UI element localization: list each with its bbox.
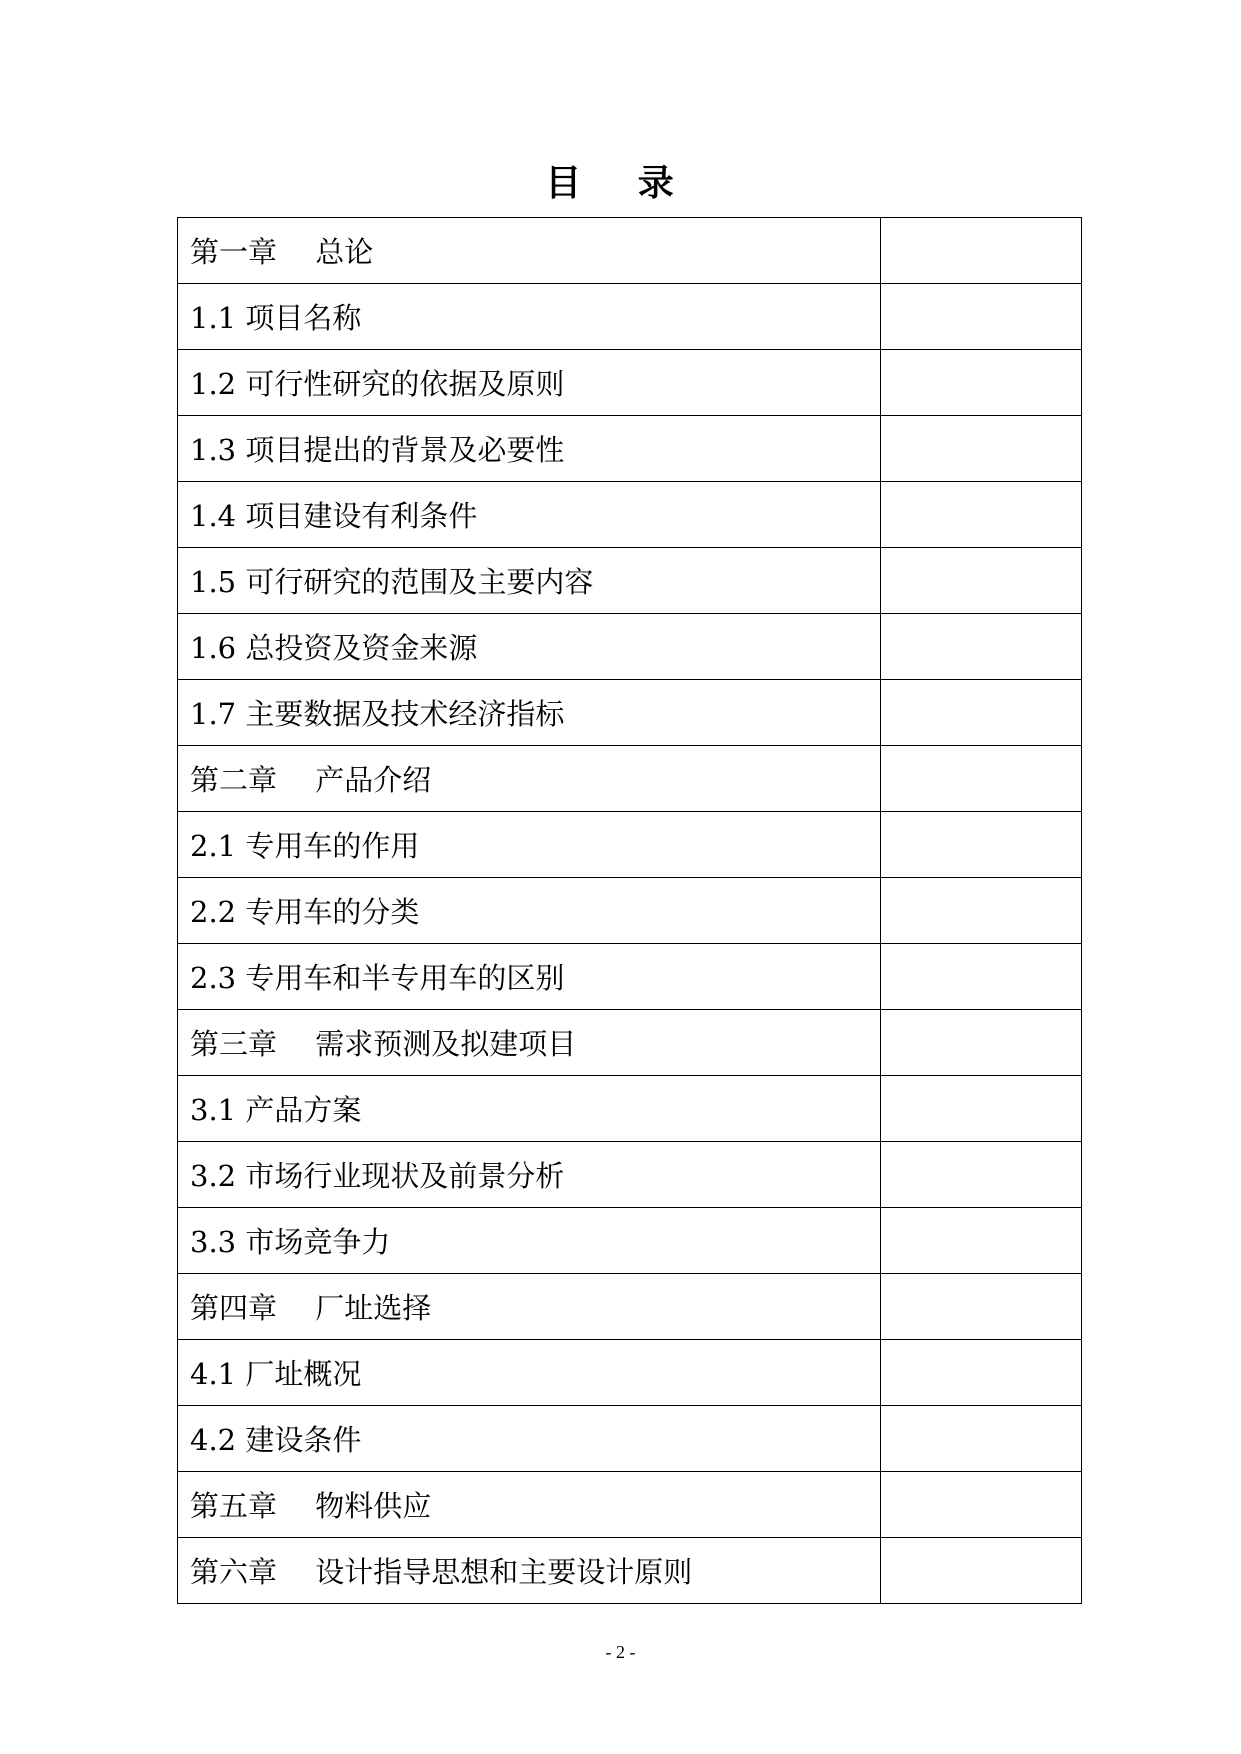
toc-entry-page: [881, 1538, 1082, 1604]
toc-entry-label: 4.2 建设条件: [178, 1406, 881, 1472]
toc-entry-label: 3.1 产品方案: [178, 1076, 881, 1142]
toc-entry-label: 第二章 产品介绍: [178, 746, 881, 812]
toc-row: [178, 1010, 1082, 1076]
toc-row: [178, 284, 1082, 350]
toc-entry-label: 3.2 市场行业现状及前景分析: [178, 1142, 881, 1208]
toc-entry-label: 1.6 总投资及资金来源: [178, 614, 881, 680]
toc-entry-page: [881, 1340, 1082, 1406]
toc-entry-page: [881, 548, 1082, 614]
toc-entry-page: [881, 1142, 1082, 1208]
toc-entry-page: [881, 812, 1082, 878]
toc-entry-label: 2.2 专用车的分类: [178, 878, 881, 944]
toc-entry-label: 4.1 厂址概况: [178, 1340, 881, 1406]
toc-entry-label: 第五章 物料供应: [178, 1472, 881, 1538]
toc-row: [178, 1076, 1082, 1142]
toc-entry-label: 1.7 主要数据及技术经济指标: [178, 680, 881, 746]
page-number: - 2 -: [605, 1642, 636, 1662]
toc-entry-page: [881, 284, 1082, 350]
toc-entry-page: [881, 1010, 1082, 1076]
toc-row: [178, 1406, 1082, 1472]
toc-entry-page: [881, 416, 1082, 482]
toc-row: [178, 350, 1082, 416]
toc-entry-page: [881, 1208, 1082, 1274]
toc-row: [178, 218, 1082, 284]
toc-entry-label: 第六章 设计指导思想和主要设计原则: [178, 1538, 881, 1604]
toc-row: [178, 812, 1082, 878]
toc-table: [177, 217, 1082, 1604]
toc-entry-label: 2.1 专用车的作用: [178, 812, 881, 878]
toc-row: [178, 416, 1082, 482]
toc-entry-page: [881, 1472, 1082, 1538]
toc-entry-label: 3.3 市场竞争力: [178, 1208, 881, 1274]
toc-row: [178, 1472, 1082, 1538]
toc-entry-page: [881, 614, 1082, 680]
toc-entry-label: 第一章 总论: [178, 218, 881, 284]
toc-entry-page: [881, 1274, 1082, 1340]
page-title: 目 录: [545, 162, 696, 204]
toc-entry-page: [881, 1406, 1082, 1472]
toc-entry-label: 1.5 可行研究的范围及主要内容: [178, 548, 881, 614]
toc-row: [178, 1538, 1082, 1604]
toc-row: [178, 548, 1082, 614]
toc-entry-page: [881, 878, 1082, 944]
toc-entry-label: 1.1 项目名称: [178, 284, 881, 350]
toc-entry-label: 1.3 项目提出的背景及必要性: [178, 416, 881, 482]
toc-row: [178, 680, 1082, 746]
toc-row: [178, 1142, 1082, 1208]
toc-entry-page: [881, 1076, 1082, 1142]
toc-row: [178, 944, 1082, 1010]
toc-entry-page: [881, 680, 1082, 746]
toc-entry-page: [881, 218, 1082, 284]
toc-entry-page: [881, 350, 1082, 416]
toc-row: [178, 878, 1082, 944]
toc-row: [178, 1274, 1082, 1340]
toc-row: [178, 482, 1082, 548]
toc-entry-label: 1.2 可行性研究的依据及原则: [178, 350, 881, 416]
toc-entry-page: [881, 746, 1082, 812]
toc-entry-page: [881, 944, 1082, 1010]
toc-entry-label: 2.3 专用车和半专用车的区别: [178, 944, 881, 1010]
toc-entry-page: [881, 482, 1082, 548]
toc-row: [178, 1340, 1082, 1406]
toc-row: [178, 614, 1082, 680]
toc-entry-label: 第四章 厂址选择: [178, 1274, 881, 1340]
toc-entry-label: 第三章 需求预测及拟建项目: [178, 1010, 881, 1076]
toc-entry-label: 1.4 项目建设有利条件: [178, 482, 881, 548]
toc-row: [178, 1208, 1082, 1274]
toc-row: [178, 746, 1082, 812]
